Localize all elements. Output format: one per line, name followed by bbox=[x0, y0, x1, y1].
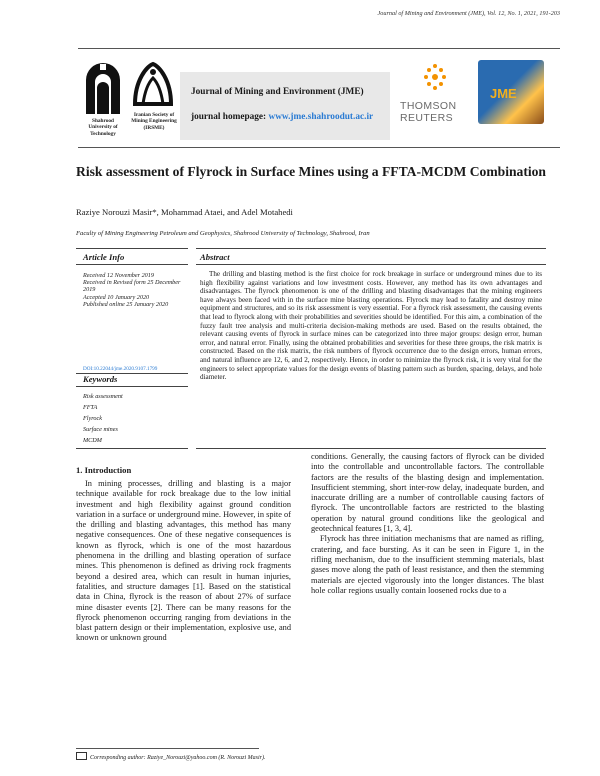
thomson-line1: THOMSON bbox=[400, 100, 457, 112]
keywords-bottom-rule bbox=[76, 448, 188, 449]
abstract-heading: Abstract bbox=[200, 252, 230, 262]
abstract-top-rule bbox=[196, 248, 546, 249]
body-column-left bbox=[76, 479, 291, 644]
footnote-text: Corresponding author: Raziye_Norouzi@yahoo.com (R. Norouzi Masir). bbox=[90, 755, 266, 761]
header-band bbox=[180, 72, 390, 140]
abstract-bottom-rule bbox=[196, 448, 546, 449]
keyword-item: MCDM bbox=[83, 437, 102, 444]
keywords-list bbox=[83, 391, 123, 446]
abstract-text: The drilling and blasting method is the first choice for rock breakage in surface or underground mines due to its high flexibility against variations and low investment costs. However, any method has its own advantages and disadvantages. The flyrock phenomenon is one of the drilling and blasting disadvantages that the mining engineers have always been faced with in the surface mine blasting operations. Flyrock may lead to fatality and destroy mine equipment and structures, and so its risk assessment is very essential. For a flyrock risk assessment, the causing events that lead to flyrock along with their probabilities and severities should be identified. For this aim, a combination of the fuzzy fault tree analysis and multi-criteria decision-making methods are used. Based on the results obtained, the relevant causing events of flyrock in surface mines can be categorized into three major groups: design error, human error, and natural error. Finally, using the obtained probabilities and severities for these three groups, the risk matrix is constructed. Based on the risk matrix, the risk numbers of flyrock occurrence due to the design errors, human errors, and natural influence are 12, 6, and 2, respectively. Hence, in order to minimize the flyrock risk, it is very vital for the engineers to select appropriate values for the design events of blasting pattern such as burden, spacing, delays, and hole diameter. bbox=[200, 270, 542, 382]
body-paragraph: conditions. Generally, the causing factors of flyrock can be divided into the controllable and uncontrollable factors. The controllable factors are the results of the blasting design and implementation. Insufficient stemming, short inter-row delay, inadequate burden, and inaccurate drilling are a number of controllable causing factors of flyrock. The uncontrollable factors are restricted to the blasting operation by natural ground conditions like the geological and geotechnical features [1, 3, 4]. bbox=[311, 452, 544, 534]
footnote-rule bbox=[76, 748, 259, 749]
envelope-icon bbox=[76, 752, 87, 760]
received-date: Received 12 November 2019 bbox=[83, 272, 154, 279]
irsme-emblem-icon bbox=[131, 60, 175, 108]
shahrood-name: Shahrood University of Technology bbox=[88, 118, 118, 137]
header-bottom-rule bbox=[78, 147, 560, 148]
journal-name: Journal of Mining and Environment (JME) bbox=[191, 87, 364, 97]
article-title: Risk assessment of Flyrock in Surface Mines using a FFTA-MCDM Combination bbox=[76, 164, 546, 179]
keyword-item: Flyrock bbox=[83, 415, 103, 422]
homepage-link[interactable]: www.jme.shahroodut.ac.ir bbox=[268, 112, 374, 122]
journal-homepage bbox=[191, 112, 373, 122]
corresponding-author-note bbox=[76, 752, 266, 761]
shahrood-logo bbox=[80, 58, 126, 121]
info-head-rule bbox=[76, 264, 188, 265]
body-column-right bbox=[311, 452, 544, 596]
doi-link[interactable]: DOI:10.22044/jme.2020.9107.1799 bbox=[83, 366, 158, 372]
running-header: Journal of Mining and Environment (JME), Vol. 12, No. 1, 2021, 191-203 bbox=[377, 10, 560, 17]
irsme-name: Iranian Society of Mining Engineering (IRSME) bbox=[131, 112, 177, 131]
shahrood-emblem-icon bbox=[80, 58, 126, 116]
thomson-line2: REUTERS bbox=[400, 112, 453, 124]
section-heading-introduction: 1. Introduction bbox=[76, 465, 132, 475]
published-date: Published online 25 January 2020 bbox=[83, 300, 169, 308]
keyword-item: Surface mines bbox=[83, 426, 118, 433]
keywords-heading: Keywords bbox=[83, 374, 118, 384]
jme-logo-text: JME bbox=[490, 86, 517, 101]
irsme-logo bbox=[131, 60, 175, 113]
keyword-item: Risk assessment bbox=[83, 393, 123, 400]
affiliation: Faculty of Mining Engineering Petroleum and Geophysics, Shahrood University of Technology, Shahrood, Iran bbox=[76, 230, 370, 237]
article-info-heading: Article Info bbox=[83, 252, 125, 262]
info-top-rule bbox=[76, 248, 188, 249]
keyword-item: FFTA bbox=[83, 404, 98, 411]
homepage-label: journal homepage: bbox=[191, 112, 267, 122]
body-paragraph: Flyrock has three initiation mechanisms that are named as rifling, cratering, and face bursting. As it can be seen in Figure 1, in the rifling mechanism, due to the insufficient stemming materials, blast gases move along the path of least resistance, and then the stemming materials are ejected vigorously into the longer distances. The blast hole collar regions usually contain loosened rocks due to a bbox=[311, 534, 544, 595]
header-top-rule bbox=[78, 48, 560, 49]
thomson-reuters-icon bbox=[422, 62, 448, 97]
article-info-dates bbox=[83, 272, 188, 308]
abstract-head-rule bbox=[196, 264, 546, 265]
keywords-head-rule bbox=[76, 386, 188, 387]
thomson-reuters-logo bbox=[400, 100, 456, 124]
accepted-date: Accepted 10 January 2020 bbox=[83, 293, 150, 301]
body-paragraph: In mining processes, drilling and blasting is a major technique available for rock breakage due to the low initial investment and high flexibility against ground condition variation in a surface or underground mine. However, in spite of the drilling and blasting advantages, this method has many negative consequences. One of these negative consequences is known as flyrock, which is one of the most hazardous phenomena in the drilling and blasting operation of surface mines. This phenomenon is defined as driving rock fragments beyond a desired area, which can result in human injuries, fatalities, and structure damages [1]. Based on the statistical data in China, flyrock is the reason of about 27% of surface mine disaster events [2]. There can be many reasons for the flyrock phenomenon occurring ranging from deviations in the blast pattern design or their implementation, explosive use, and known or unknown ground bbox=[76, 479, 291, 643]
authors: Raziye Norouzi Masir*, Mohammad Ataei, and Adel Motahedi bbox=[76, 207, 293, 217]
revised-date: Received in Revised form 25 December 2019 bbox=[83, 279, 181, 294]
